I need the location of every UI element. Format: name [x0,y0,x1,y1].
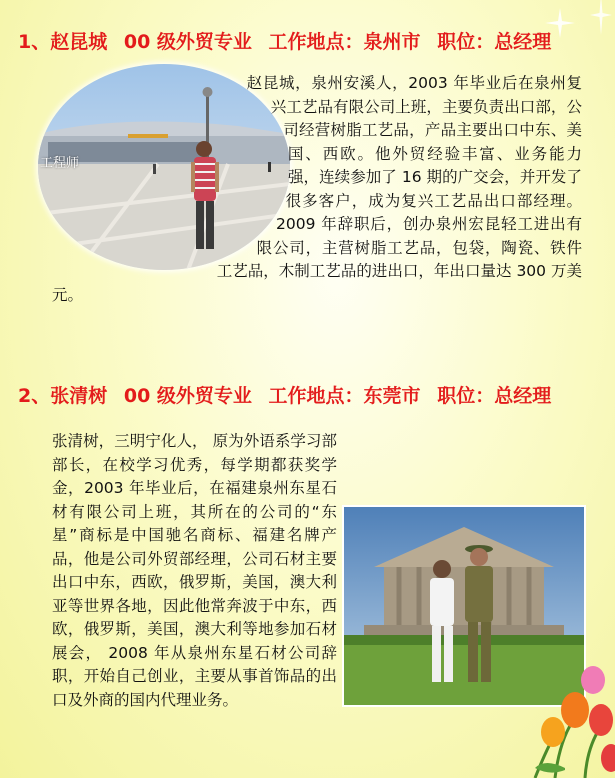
section-2-major: 00 级外贸专业 [123,385,252,407]
section-1-name: 1、赵昆城 [18,31,108,53]
section-2-body-text: 张清树，三明宁化人， 原为外语系学习部部长，在校学习优秀，每学期都获奖学金，2003 年毕业后，在福建泉州东星石材有限公司上班，其所在的公司的“东星”商标是中国驰名商标、福建名牌产品，他是公司外贸部经理，公司石材主要出口中东，西欧，俄罗斯，美国，澳大利亚等世界各地，因此他常奔波于中东，西欧，俄罗斯，美国，澳大利等地参加石材展会， 2008 年从泉州东星石材公司辞职，开始自己创业，主要从事首饰品的出口及外商的国内代理业务。 [52,432,337,709]
section-1-location: 工作地点：泉州市 [268,31,421,53]
section-2-location: 工作地点：东莞市 [268,385,421,407]
section-1-heading [18,30,605,54]
section-2-name: 2、张清树 [18,385,108,407]
section-1-body [52,72,582,307]
section-2-heading [18,384,605,408]
section-1-position: 职位：总经理 [437,31,552,53]
tulip-decoration-icon [515,658,615,778]
photo-spacer [40,62,280,268]
section-1-major: 00 级外贸专业 [123,31,252,53]
section-1-body-text: 赵昆城，泉州安溪人，2003 年毕业后在泉州复兴工艺品有限公司上班，主要负责出口部，公司经营树脂工艺品，产品主要出口中东、美国、西欧。他外贸经验丰富、业务能力强，连续参加了 16 期的广交会，并开发了很多客户，成为复兴工艺品出口部经理。2009 年辞职后，创办泉州宏昆轻工进出有限公司，主营树脂工艺品，包袋，陶瓷、铁件工艺品，木制工艺品的进出口，年出口量达 300 万美元。 [52,74,582,304]
section-2-position: 职位：总经理 [437,385,552,407]
photo-watermark: 工程师 [40,156,80,171]
